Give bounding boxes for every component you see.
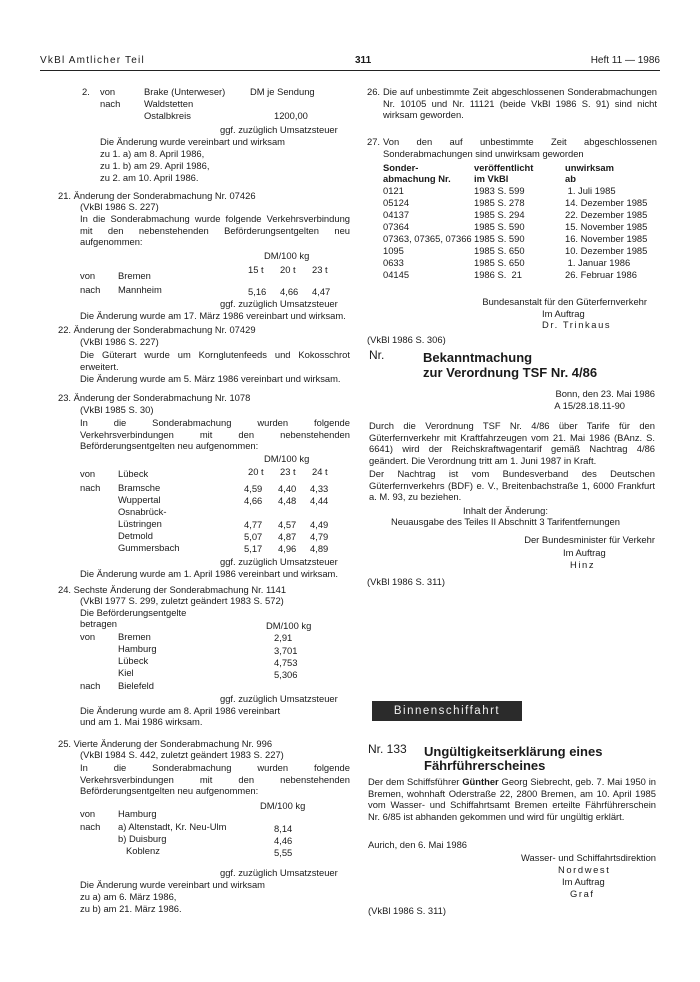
table-cell-ab: 15. November 1985 <box>565 221 648 232</box>
item-133 <box>368 742 658 917</box>
dest-name: Gummersbach <box>118 542 180 553</box>
item-23 <box>58 386 350 582</box>
right-column <box>367 82 657 700</box>
item-number: Nr. 133 <box>368 742 407 756</box>
rate-a: 4,77 <box>244 519 263 530</box>
signature-authority: Wasser- und Schiffahrtsdirektion <box>521 852 656 863</box>
table-cell-nr: 1095 <box>383 245 404 256</box>
label-von: von <box>80 808 96 819</box>
rate: 8,14 <box>274 823 293 834</box>
rate: 2,91 <box>274 632 293 643</box>
item-ref: (VkBl 1986 S. 227) <box>80 336 159 347</box>
date-1: zu 1. a) am 8. April 1986, <box>100 148 205 159</box>
place-date: Aurich, den 6. Mai 1986 <box>368 839 468 850</box>
origin: Hamburg <box>118 808 157 819</box>
change-note: Die Änderung wurde am 1. April 1986 vereinbart und wirksam. <box>80 568 338 579</box>
dest-name: Lüstringen <box>118 518 162 529</box>
item-26 <box>367 82 657 136</box>
table-cell-ab: 1. Januar 1986 <box>565 257 631 268</box>
table-cell-pub: 1985 S. 278 <box>474 197 525 208</box>
table-cell-ab: 22. Dezember 1985 <box>565 209 648 220</box>
rate-b: 4,96 <box>278 543 297 554</box>
item-title: 23. Änderung der Sonderabmachung Nr. 1078 <box>58 392 251 403</box>
table-cell-pub: 1986 S. 21 <box>474 269 522 280</box>
tsf-place-date: Bonn, den 23. Mai 1986 <box>555 388 655 399</box>
change-note: Die Änderung wurde am 8. April 1986 vereinbart <box>80 705 281 716</box>
tsf-nr: Nr. <box>369 348 385 362</box>
item-text: In die Sonderabmachung wurden folgende Verkehrsverbindungen mit den nebenstehenden Beförderungsentgelten neu aufgenommen: <box>80 762 350 797</box>
label-nach: nach <box>100 98 121 109</box>
date-1: zu a) am 6. März 1986, <box>80 891 177 902</box>
item-number: 26. <box>367 86 381 97</box>
rate-c: 4,79 <box>310 531 329 542</box>
item-title: 25. Vierte Änderung der Sonderabmachung Nr. 996 <box>58 738 273 749</box>
dest-name: b) Duisburg <box>118 833 167 844</box>
item-text: Die Güterart wurde um Kornglutenfeeds und Kokosschrot erweitert. <box>80 349 350 372</box>
item-24 <box>58 582 350 736</box>
item-text: Von den auf unbestimmte Zeit abgeschlossenen Sonderabmachungen sind unwirksam geworden <box>383 136 657 159</box>
col-1: 15 t <box>248 264 264 275</box>
dest-name: Osnabrück- <box>118 506 167 517</box>
label-nach: nach <box>80 482 101 493</box>
unit: DM/100 kg <box>260 800 306 811</box>
table-cell-ab: 26. Februar 1986 <box>565 269 637 280</box>
item-ref: (VkBl 1984 S. 442, zuletzt geändert 1983 S. 227) <box>80 749 284 760</box>
change-note: Die Änderung wurde vereinbart und wirksam <box>100 136 285 147</box>
dest-name: Detmold <box>118 530 153 541</box>
label-nach: nach <box>80 821 101 832</box>
text-name: Günther <box>462 776 499 787</box>
item-number: 27. <box>367 136 381 147</box>
city: Bremen <box>118 631 151 642</box>
rate-c: 4,44 <box>310 495 329 506</box>
label-nach: nach <box>80 284 101 295</box>
origin: Bremen <box>118 270 151 281</box>
rate-a: 5,07 <box>244 531 263 542</box>
unit: DM/100 kg <box>264 250 310 261</box>
signature-region: Nordwest <box>558 864 611 875</box>
item-ref: (VkBl 1986 S. 311) <box>368 905 446 916</box>
item-text: In die Sonderabmachung wurde folgende Verkehrsverbindung mit den nebenstehenden Beförderungsentgelten neu aufgenommen: <box>80 213 350 248</box>
table-cell-pub: 1985 S. 590 <box>474 221 525 232</box>
section-banner-binnenschiffahrt: Binnenschiffahrt <box>372 701 522 721</box>
vat-note: ggf. zuzüglich Umsatzsteuer <box>220 124 338 135</box>
item-ref: (VkBl 1986 S. 311) <box>367 576 445 587</box>
table-cell-pub: 1983 S. 599 <box>474 185 525 196</box>
value-3: 4,47 <box>312 286 331 297</box>
item-ref: (VkBl 1977 S. 299, zuletzt geändert 1983 S. 572) <box>80 595 284 606</box>
label-nach: nach <box>80 680 101 691</box>
tsf-content-label: Inhalt der Änderung: <box>463 505 548 516</box>
item-22 <box>58 320 350 386</box>
destination: Bielefeld <box>118 680 154 691</box>
rate-b: 4,48 <box>278 495 297 506</box>
journal-title: VkBl Amtlicher Teil <box>40 55 145 66</box>
col-2: 20 t <box>280 264 296 275</box>
intro-2: betragen <box>80 618 118 629</box>
rate: 5,306 <box>274 669 298 680</box>
table-cell-pub: 1985 S. 650 <box>474 257 525 268</box>
item-title: 24. Sechste Änderung der Sonderabmachung Nr. 1141 <box>58 584 287 595</box>
city: Hamburg <box>118 643 157 654</box>
header-sonder: Sonder- <box>383 162 419 173</box>
item-title-1: Ungültigkeitserklärung eines <box>424 744 603 759</box>
item-number: 2. <box>82 86 90 97</box>
destination: Waldstetten <box>144 98 194 109</box>
item-ref: (VkBl 1986 S. 227) <box>80 201 159 212</box>
item-2 <box>58 82 350 190</box>
date-2: zu 1. b) am 29. April 1986, <box>100 160 210 171</box>
tsf-file-ref: A 15/28.18.11-90 <box>554 400 625 411</box>
price: 1200,00 <box>274 110 308 121</box>
vat-note: ggf. zuzüglich Umsatzsteuer <box>220 298 338 309</box>
vat-note: ggf. zuzüglich Umsatzsteuer <box>220 693 338 704</box>
change-note-2: und am 1. Mai 1986 wirksam. <box>80 716 203 727</box>
label-von: von <box>80 270 96 281</box>
destination-2: Ostalbkreis <box>144 110 191 121</box>
item-title-2: Fährführerscheines <box>424 758 546 773</box>
table-cell-ab: 16. November 1985 <box>565 233 648 244</box>
text-pre: Der dem Schiffsführer <box>368 776 463 787</box>
dest-name: Bramsche <box>118 482 161 493</box>
header-ab: ab <box>565 173 576 184</box>
rate-c: 4,89 <box>310 543 329 554</box>
rate-b: 4,40 <box>278 483 297 494</box>
table-cell-nr: 04137 <box>383 209 410 220</box>
change-note: Die Änderung wurde am 17. März 1986 vereinbart und wirksam. <box>80 310 346 321</box>
label-von: von <box>80 468 96 479</box>
rate-a: 5,17 <box>244 543 263 554</box>
left-column <box>58 82 350 920</box>
item-21 <box>58 190 350 320</box>
date-2: zu b) am 21. März 1986. <box>80 903 182 914</box>
signature-name: Hinz <box>570 559 596 570</box>
destination: Mannheim <box>118 284 162 295</box>
rate: 4,753 <box>274 657 298 668</box>
label-von: von <box>80 631 96 642</box>
date-3: zu 2. am 10. April 1986. <box>100 172 199 183</box>
unit: DM je Sendung <box>250 86 315 97</box>
origin: Lübeck <box>118 468 149 479</box>
unit: DM/100 kg <box>264 453 310 464</box>
text-post: Georg Siebrecht, geb. 7. Mai 1950 in Bremen, wohnhaft Oderstraße 22, 2800 Bremen, am 10. April 1985 vom Wasser- und Schiffahrtsamt Bremen erteilte Fährführerschein Nr. 6/85 ist abhanden gekommen und wird für ungültig erklärt. <box>368 776 656 822</box>
tsf-announcement <box>367 348 657 700</box>
tsf-paragraph-1: Durch die Verordnung TSF Nr. 4/86 über Tarife für den Güterfernverkehr mit Kraftfahrzeugen vom 21. Mai 1986 (BAnz. S. 6641) wird der Reichskraftwagentarif gemäß Nachtrag 4/86 geändert. Die Verordnung tritt am 1. Juni 1987 in Kraft. <box>369 420 655 466</box>
item-ref: (VkBl 1986 S. 306) <box>367 334 446 345</box>
page-header <box>40 55 660 69</box>
label-von: von <box>100 86 116 97</box>
signature-authority: Bundesanstalt für den Güterfernverkehr <box>482 296 647 307</box>
table-cell-nr: 04145 <box>383 269 410 280</box>
tsf-content: Neuausgabe des Teiles II Abschnitt 3 Tarifentfernungen <box>391 516 620 527</box>
issue-label: Heft 11 — 1986 <box>590 55 660 66</box>
header-abmachung: abmachung Nr. <box>383 173 451 184</box>
tsf-paragraph-2: Der Nachtrag ist vom Bundesverband des Deutschen Güterfernverkehrs (BDF) e. V., Breitenbachstraße 1, 6000 Frankfurt a. M. 93, zu beziehen. <box>369 468 655 503</box>
item-title: 22. Änderung der Sonderabmachung Nr. 07429 <box>58 324 256 335</box>
table-cell-pub: 1985 S. 294 <box>474 209 525 220</box>
table-cell-pub: 1985 S. 590 <box>474 233 525 244</box>
table-cell-nr: 07363, 07365, 07366 <box>383 233 472 244</box>
rate-c: 4,33 <box>310 483 329 494</box>
vat-note: ggf. zuzüglich Umsatzsteuer <box>220 867 338 878</box>
city: Lübeck <box>118 655 149 666</box>
vat-note: ggf. zuzüglich Umsatzsteuer <box>220 556 338 567</box>
rate-a: 4,59 <box>244 483 263 494</box>
item-25 <box>58 736 350 920</box>
rate-b: 4,87 <box>278 531 297 542</box>
header-unwirksam: unwirksam <box>565 162 614 173</box>
col-2: 23 t <box>280 466 296 477</box>
header-veroeffentlicht: veröffentlicht <box>474 162 534 173</box>
signature-im-auftrag: Im Auftrag <box>542 308 585 319</box>
value-1: 5,16 <box>248 286 267 297</box>
dest-name: a) Altenstadt, Kr. Neu-Ulm <box>118 821 227 832</box>
rate: 4,46 <box>274 835 293 846</box>
rate-b: 4,57 <box>278 519 297 530</box>
signature-name: Dr. Trinkaus <box>542 319 612 330</box>
table-cell-nr: 0121 <box>383 185 404 196</box>
table-cell-ab: 14. Dezember 1985 <box>565 197 648 208</box>
table-cell-nr: 0633 <box>383 257 404 268</box>
table-cell-nr: 07364 <box>383 221 410 232</box>
signature-authority: Der Bundesminister für Verkehr <box>524 534 655 545</box>
value-2: 4,66 <box>280 286 299 297</box>
intro-1: Die Beförderungsentgelte <box>80 607 187 618</box>
table-cell-ab: 1. Juli 1985 <box>565 185 616 196</box>
signature-im-auftrag: Im Auftrag <box>562 876 605 887</box>
rate-a: 4,66 <box>244 495 263 506</box>
item-text: In die Sonderabmachung wurden folgende Verkehrsverbindungen mit den nebenstehenden Beförderungsentgelten neu aufgenommen: <box>80 417 350 452</box>
col-3: 23 t <box>312 264 328 275</box>
signature-im-auftrag: Im Auftrag <box>563 547 606 558</box>
item-ref: (VkBl 1985 S. 30) <box>80 404 154 415</box>
rate: 3,701 <box>274 645 298 656</box>
dest-name: Koblenz <box>126 845 160 856</box>
change-note: Die Änderung wurde vereinbart und wirksam <box>80 879 265 890</box>
item-text: Die auf unbestimmte Zeit abgeschlossenen Sonderabmachungen Nr. 10105 und Nr. 11121 (beide VkBl 1986 S. 91) sind nicht wirksam geworden. <box>383 86 657 121</box>
table-cell-ab: 10. Dezember 1985 <box>565 245 648 256</box>
signature-name: Graf <box>570 888 595 899</box>
tsf-title-1: Bekanntmachung <box>423 350 533 365</box>
page-number: 311 <box>355 55 372 66</box>
col-1: 20 t <box>248 466 264 477</box>
change-note: Die Änderung wurde am 5. März 1986 vereinbart und wirksam. <box>80 373 341 384</box>
header-im-vkbl: im VkBl <box>474 173 509 184</box>
table-cell-pub: 1985 S. 650 <box>474 245 525 256</box>
origin: Brake (Unterweser) <box>144 86 226 97</box>
rate-c: 4,49 <box>310 519 329 530</box>
table-cell-nr: 05124 <box>383 197 410 208</box>
rate: 5,55 <box>274 847 293 858</box>
unit: DM/100 kg <box>266 620 312 631</box>
header-rule <box>40 70 660 71</box>
dest-name: Wuppertal <box>118 494 161 505</box>
col-3: 24 t <box>312 466 328 477</box>
item-title: 21. Änderung der Sonderabmachung Nr. 07426 <box>58 190 256 201</box>
item-text <box>368 776 656 822</box>
tsf-title-2: zur Verordnung TSF Nr. 4/86 <box>423 365 598 380</box>
city: Kiel <box>118 667 134 678</box>
